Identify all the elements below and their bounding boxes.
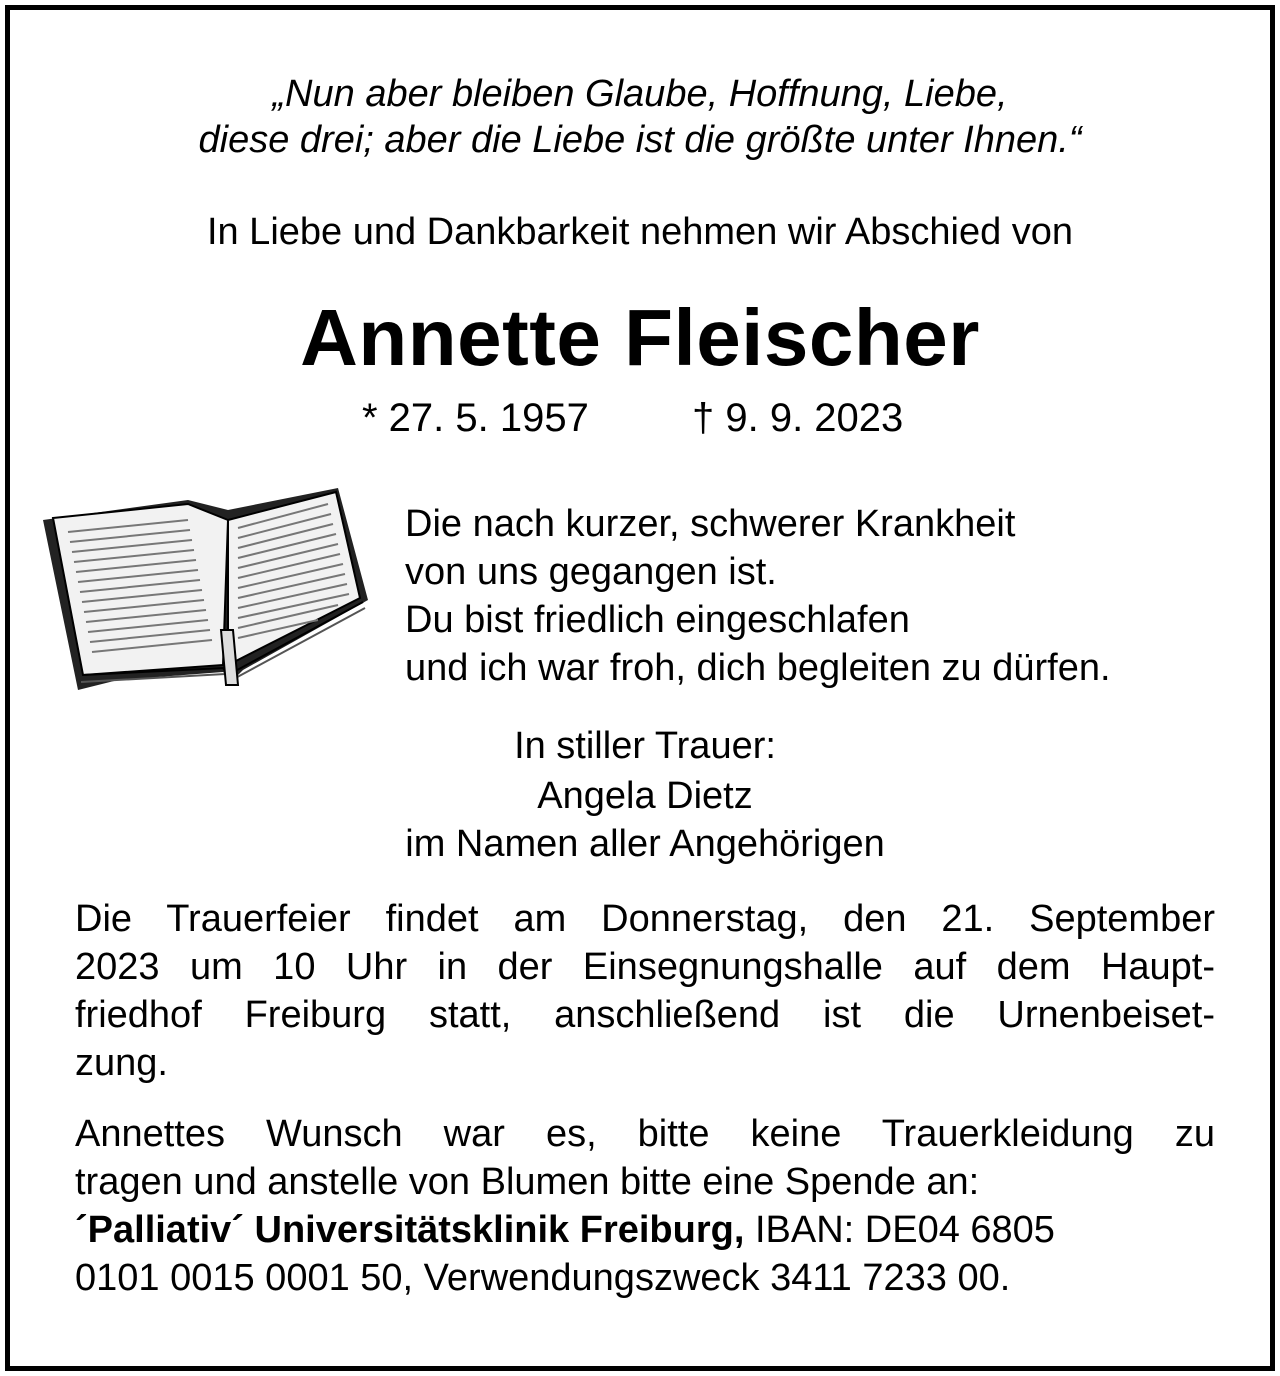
poem-line-2: von uns gegangen ist.: [405, 551, 777, 593]
donation-line-1: Annettes Wunsch war es, bitte keine Trauerkleidung zu: [75, 1113, 1215, 1155]
mourners-heading: In stiller Trauer:: [514, 725, 776, 767]
death-date: † 9. 9. 2023: [692, 396, 904, 440]
donation-recipient: ´Palliativ´ Universitätsklinik Freiburg,: [75, 1209, 745, 1251]
donation-line-2: tragen und anstelle von Blumen bitte eine Spende an:: [75, 1161, 980, 1203]
quote-line-1: „Nun aber bleiben Glaube, Hoffnung, Liebe,: [272, 73, 1008, 115]
obituary-frame: [5, 5, 1275, 1371]
birth-date: * 27. 5. 1957: [362, 396, 589, 440]
funeral-line-1: Die Trauerfeier findet am Donnerstag, den 21. September: [75, 898, 1215, 940]
funeral-line-2: 2023 um 10 Uhr in der Einsegnungshalle auf dem Haupt-: [75, 946, 1215, 988]
funeral-info: [75, 895, 1215, 1087]
mourner-name: Angela Dietz: [537, 775, 753, 817]
donation-line-4: 0101 0015 0001 50, Verwendungszweck 3411 7233 00.: [75, 1257, 1011, 1299]
poem-line-4: und ich war froh, dich begleiten zu dürfen.: [405, 647, 1111, 689]
quote-line-2: diese drei; aber die Liebe ist die größte unter Ihnen.“: [198, 119, 1082, 161]
donation-info: [75, 1110, 1215, 1302]
funeral-line-3: friedhof Freiburg statt, anschließend ist die Urnenbeiset-: [75, 994, 1215, 1036]
deceased-name: Annette Fleischer: [300, 293, 980, 382]
donation-iban: IBAN: DE04 6805: [744, 1209, 1055, 1251]
poem-line-1: Die nach kurzer, schwerer Krankheit: [405, 503, 1016, 545]
donation-line-3: [75, 1206, 1215, 1254]
funeral-line-4: zung.: [75, 1042, 168, 1084]
intro-text: In Liebe und Dankbarkeit nehmen wir Abschied von: [206, 211, 1074, 253]
mourners-family: im Namen aller Angehörigen: [405, 823, 885, 865]
poem: [405, 500, 1111, 692]
poem-line-3: Du bist friedlich eingeschlafen: [405, 599, 910, 641]
open-book-icon: [38, 480, 378, 695]
